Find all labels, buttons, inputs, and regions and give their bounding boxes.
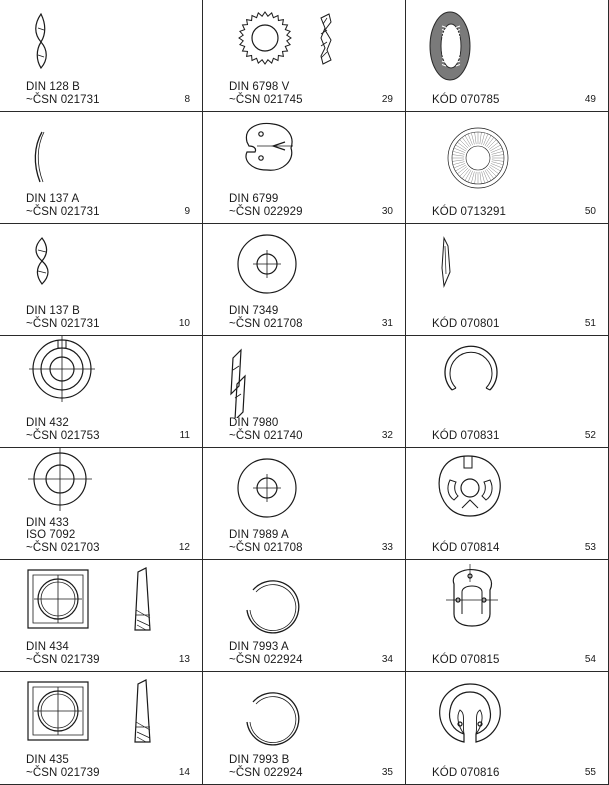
part-designation <box>432 654 500 667</box>
toothed-lock-washer-icon <box>406 0 609 82</box>
designation-line: DIN 6799 <box>229 193 279 205</box>
item-number: 32 <box>381 430 393 441</box>
item-number: 29 <box>381 94 393 105</box>
item-number: 14 <box>178 767 190 778</box>
designation-line: DIN 435 <box>26 754 69 766</box>
spring-lock-washer-icon <box>0 0 203 82</box>
catalog-cell <box>0 448 203 560</box>
item-number: 55 <box>584 767 596 778</box>
catalog-cell <box>0 0 203 112</box>
item-number: 53 <box>584 542 596 553</box>
catalog-cell <box>0 224 203 336</box>
designation-line: DIN 7349 <box>229 305 279 317</box>
item-number: 52 <box>584 430 596 441</box>
part-designation <box>432 430 500 443</box>
split-lock-washer-icon <box>203 336 406 418</box>
designation-line: DIN 432 <box>26 417 69 429</box>
lock-ring-icon <box>406 448 609 530</box>
part-designation <box>26 193 100 218</box>
item-number: 50 <box>584 206 596 217</box>
catalog-cell <box>203 224 406 336</box>
item-number: 11 <box>179 430 190 441</box>
designation-line: ~ČSN 021703 <box>26 541 100 554</box>
designation-line: ~ČSN 021745 <box>229 93 303 106</box>
designation-line: KÓD 070785 <box>432 93 500 106</box>
item-number: 30 <box>381 206 393 217</box>
designation-line: DIN 434 <box>26 641 69 653</box>
catalog-cell <box>0 336 203 448</box>
designation-line: DIN 7980 <box>229 417 279 429</box>
open-retaining-ring-icon <box>406 336 609 418</box>
catalog-cell <box>406 448 609 560</box>
designation-line: KÓD 070831 <box>432 429 500 442</box>
part-designation <box>432 767 500 780</box>
item-number: 10 <box>178 318 190 329</box>
designation-line: DIN 433 <box>26 516 69 529</box>
item-number: 31 <box>381 318 393 329</box>
catalog-cell <box>203 672 406 785</box>
part-designation <box>26 517 100 555</box>
designation-line: ~ČSN 021740 <box>229 429 303 442</box>
catalog-cell <box>203 336 406 448</box>
part-designation <box>26 641 100 666</box>
item-number: 33 <box>381 542 393 553</box>
catalog-cell <box>406 672 609 785</box>
tab-washer-icon <box>0 336 203 418</box>
heavy-washer-icon <box>203 448 406 530</box>
designation-line: KÓD 070801 <box>432 317 500 330</box>
circlip-icon <box>406 672 609 755</box>
designation-line: ~ČSN 021731 <box>26 93 100 106</box>
designation-line: KÓD 070814 <box>432 541 500 554</box>
designation-line: KÓD 070815 <box>432 653 500 666</box>
part-designation <box>432 206 506 219</box>
catalog-cell <box>203 112 406 224</box>
item-number: 51 <box>584 318 596 329</box>
item-number: 8 <box>184 94 190 105</box>
catalog-cell <box>406 112 609 224</box>
designation-line: KÓD 070816 <box>432 766 500 779</box>
part-designation <box>26 754 100 779</box>
designation-line: KÓD 0713291 <box>432 205 506 218</box>
designation-line: ~ČSN 021731 <box>26 205 100 218</box>
designation-line: DIN 137 B <box>26 305 80 317</box>
item-number: 13 <box>178 654 190 665</box>
designation-line: ~ČSN 021739 <box>26 653 100 666</box>
wire-snap-ring-icon <box>203 560 406 642</box>
item-number: 34 <box>381 654 393 665</box>
catalog-cell <box>406 0 609 112</box>
item-number: 35 <box>381 767 393 778</box>
part-designation <box>229 305 303 330</box>
part-designation <box>229 529 303 554</box>
catalog-cell <box>203 560 406 672</box>
part-designation <box>229 641 303 666</box>
part-designation <box>432 94 500 107</box>
designation-line: ~ČSN 021708 <box>229 541 303 554</box>
part-designation <box>229 81 303 106</box>
catalog-cell <box>406 560 609 672</box>
heavy-washer-icon <box>203 224 406 306</box>
catalog-cell <box>0 112 203 224</box>
part-designation <box>26 417 100 442</box>
retaining-clip-icon <box>406 560 609 642</box>
serrated-disc-washer-icon <box>406 112 609 194</box>
e-clip-icon <box>203 112 406 194</box>
part-designation <box>229 193 303 218</box>
square-taper-washer-icon <box>0 672 203 755</box>
part-designation <box>26 305 100 330</box>
disc-spring-side-icon <box>406 224 609 306</box>
curved-spring-washer-icon <box>0 112 203 194</box>
catalog-cell <box>0 560 203 672</box>
designation-line: DIN 7993 B <box>229 754 290 766</box>
designation-line: ~ČSN 022924 <box>229 766 303 779</box>
designation-line: ~ČSN 021739 <box>26 766 100 779</box>
part-designation <box>432 542 500 555</box>
designation-line: ~ČSN 021708 <box>229 317 303 330</box>
item-number: 49 <box>584 94 596 105</box>
serrated-lock-washer-icon <box>203 0 406 82</box>
part-designation <box>229 417 303 442</box>
designation-line: DIN 7989 A <box>229 529 289 541</box>
designation-line: DIN 6798 V <box>229 81 290 93</box>
catalog-cell <box>0 672 203 785</box>
catalog-cell <box>203 448 406 560</box>
square-taper-washer-icon <box>0 560 203 642</box>
item-number: 12 <box>178 542 190 553</box>
item-number: 54 <box>584 654 596 665</box>
designation-line: DIN 128 B <box>26 81 80 93</box>
catalog-cell <box>406 336 609 448</box>
designation-line: ~ČSN 021753 <box>26 429 100 442</box>
part-designation <box>26 81 100 106</box>
catalog-cell <box>406 224 609 336</box>
wave-spring-washer-icon <box>0 224 203 306</box>
designation-line: ~ČSN 022924 <box>229 653 303 666</box>
designation-line: ~ČSN 021731 <box>26 317 100 330</box>
part-designation <box>229 754 303 779</box>
item-number: 9 <box>184 206 190 217</box>
wire-snap-ring-icon <box>203 672 406 755</box>
designation-line: DIN 137 A <box>26 193 80 205</box>
designation-line: ISO 7092 <box>26 529 76 541</box>
designation-line: ~ČSN 022929 <box>229 205 303 218</box>
catalog-cell <box>203 0 406 112</box>
part-designation <box>432 318 500 331</box>
designation-line: DIN 7993 A <box>229 641 289 653</box>
